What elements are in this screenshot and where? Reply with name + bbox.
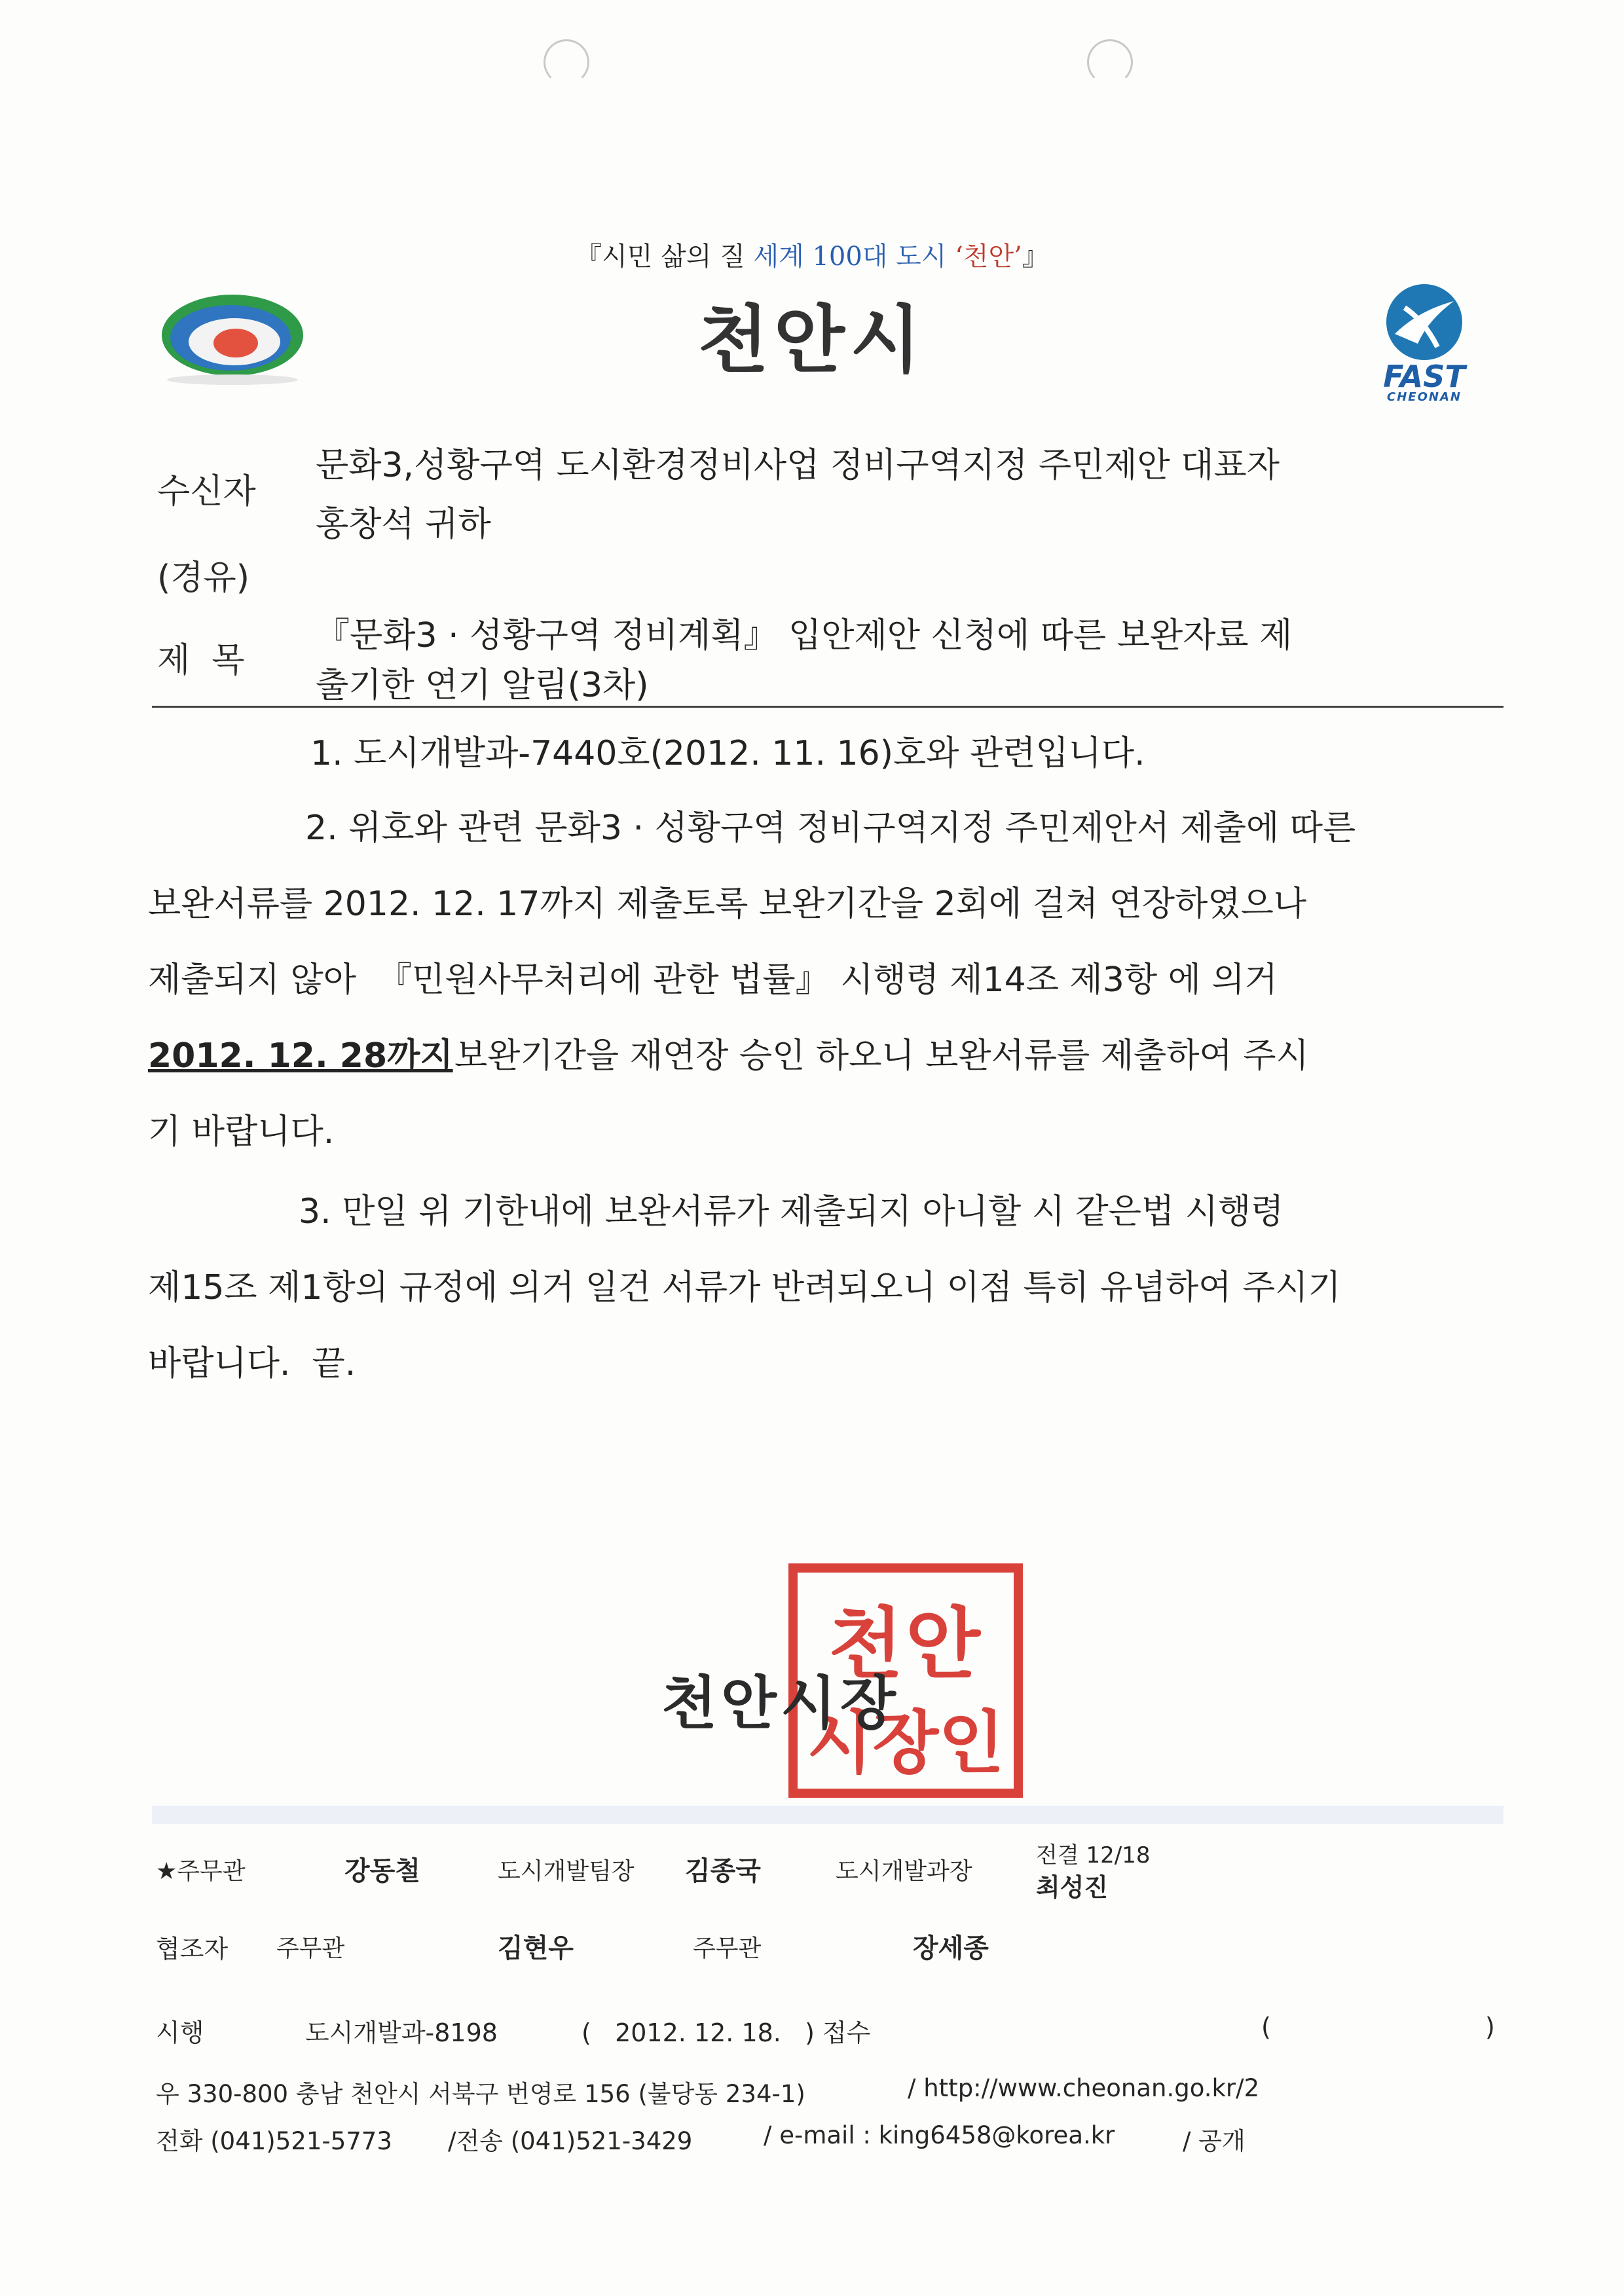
body-paragraph-2-line: 보완서류를 2012. 12. 17까지 제출토록 보완기간을 2회에 걸쳐 연장하였으나 <box>148 884 1307 924</box>
recipient-name: 홍창석 귀하 <box>316 505 491 544</box>
fast-logo-text: FAST <box>1383 359 1466 394</box>
body-paragraph-1: 1. 도시개발과-7440호(2012. 11. 16)호와 관련입니다. <box>310 734 1145 773</box>
cooperator-name: 김현우 <box>498 1933 574 1963</box>
receipt-close-paren: ) <box>1485 2013 1495 2041</box>
slogan-highlight: 세계 100대 도시 <box>753 242 947 272</box>
body-paragraph-2-line: 제출되지 않아 『민원사무처리에 관한 법률』 시행령 제14조 제3항 에 의거 <box>148 960 1278 1000</box>
cooperator-role: 주무관 <box>693 1935 762 1962</box>
execution-label: 시행 <box>156 2018 204 2047</box>
email-address[interactable]: / e-mail : king6458@korea.kr <box>764 2121 1115 2149</box>
header-divider <box>152 706 1504 708</box>
website-link[interactable]: / http://www.cheonan.go.kr/2 <box>908 2074 1260 2102</box>
fast-logo-icon <box>1356 282 1486 367</box>
slogan <box>0 236 1624 273</box>
body-paragraph-3-line: 바랍니다. 끝. <box>148 1344 356 1383</box>
postal-address: 우 330-800 충남 천안시 서북구 번영로 156 (불당동 234-1) <box>156 2080 805 2108</box>
drafter-name: 강동철 <box>344 1856 420 1886</box>
recipient-label: 수신자 <box>157 472 256 511</box>
seal-text: 천안 <box>828 1599 983 1689</box>
approver-role: 도시개발과장 <box>836 1858 972 1885</box>
drafter-role: ★주무관 <box>156 1858 246 1885</box>
subject-line: 『문화3 · 성황구역 정비계획』 입안제안 신청에 따른 보완자료 제 <box>316 616 1293 655</box>
body-paragraph-3-line: 제15조 제1항의 규정에 의거 일건 서류가 반려되오니 이점 특히 유념하여 주시기 <box>148 1268 1341 1307</box>
execution-date: ( 2012. 12. 18. ) 접수 <box>581 2018 871 2047</box>
document-title: 천안시 <box>697 298 927 383</box>
fax-number: /전송 (041)521-3429 <box>448 2127 693 2155</box>
punch-hole <box>544 39 589 85</box>
subject-line-cont: 출기한 연기 알림(3차) <box>316 666 649 705</box>
approver-name: 최성진 <box>1036 1873 1109 1902</box>
body-paragraph-2-line: 보완기간을 재연장 승인 하오니 보완서류를 제출하여 주시 <box>454 1036 1309 1076</box>
subject-label: 제 목 <box>157 641 245 680</box>
sender-name: 천안시장 <box>661 1669 900 1737</box>
execution-number: 도시개발과-8198 <box>305 2018 498 2047</box>
cooperator-name: 장세종 <box>913 1933 989 1963</box>
via-label: (경유) <box>157 558 250 598</box>
reviewer-role: 도시개발팀장 <box>498 1858 635 1885</box>
body-paragraph-2: 2. 위호와 관련 문화3 · 성황구역 정비구역지정 주민제안서 제출에 따른 <box>305 809 1356 848</box>
fast-logo-subtext: CHEONAN <box>1387 390 1462 404</box>
body-paragraph-3: 3. 만일 위 기한내에 보완서류가 제출되지 아니할 시 같은법 시행령 <box>299 1192 1284 1231</box>
body-paragraph-2-line: 기 바랍니다. <box>148 1112 335 1152</box>
slogan-close: 』 <box>1022 242 1048 272</box>
punch-hole <box>1087 39 1133 85</box>
reviewer-name: 김종국 <box>685 1856 761 1886</box>
slogan-text: 『시민 삶의 질 <box>576 242 745 272</box>
slogan-city: ‘천안’ <box>955 242 1022 272</box>
delegated-approval-note: 전결 12/18 <box>1036 1842 1151 1868</box>
recipient-line: 문화3,성황구역 도시환경정비사업 정비구역지정 주민제안 대표자 <box>316 446 1280 485</box>
phone-number: 전화 (041)521-5773 <box>156 2127 392 2155</box>
cooperator-role: 주무관 <box>276 1935 345 1962</box>
extended-deadline: 2012. 12. 28까지 <box>148 1036 453 1076</box>
fast-cheonan-logo <box>1356 282 1486 406</box>
divider-band <box>152 1806 1504 1824</box>
cooperator-label: 협조자 <box>156 1935 229 1963</box>
disclosure-status: / 공개 <box>1183 2127 1246 2155</box>
seal-text: 시장인 <box>807 1703 1005 1783</box>
receipt-open-paren: ( <box>1261 2013 1271 2041</box>
